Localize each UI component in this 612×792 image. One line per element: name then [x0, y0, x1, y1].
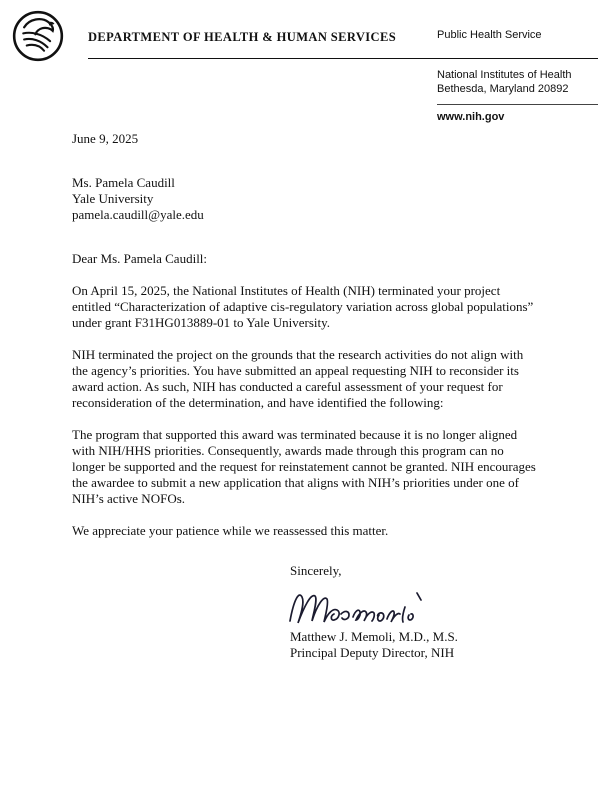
recipient-email: pamela.caudill@yale.edu	[72, 207, 204, 222]
letter-date: June 9, 2025	[72, 131, 139, 146]
department-title: DEPARTMENT OF HEALTH & HUMAN SERVICES	[88, 30, 397, 44]
signer-name: Matthew J. Memoli, M.D., M.S.	[290, 629, 458, 644]
letterhead-rule	[88, 58, 598, 59]
closing-word: Sincerely,	[290, 563, 342, 578]
nih-website: www.nih.gov	[437, 111, 505, 123]
paragraph-thanks: We appreciate your patience while we reassessed this matter.	[72, 523, 389, 538]
paragraph-appeal: NIH terminated the project on the grounds that the research activities do not align with the agency’s priorities. You have submitted an appeal requesting NIH to reconsider its award action. As such, NIH has conducted a careful assessment of your request for reconsideration of the determination, and have identified the following:	[72, 347, 524, 410]
signature-icon	[290, 585, 540, 629]
closing-block	[290, 563, 540, 661]
nih-rule	[437, 104, 598, 105]
paragraph-termination: On April 15, 2025, the National Institutes of Health (NIH) terminated your project entitled “Characterization of adaptive cis-regulatory variation across global populations” under grant F31HG013889-01 to Yale University.	[72, 283, 534, 330]
paragraph-decision: The program that supported this award was terminated because it is no longer aligned with NIH/HHS priorities. Consequently, awards made through this program can no longer be supported and the request for reinstatement cannot be granted. NIH encourages the awardee to submit a new application that aligns with NIH’s priorities under one of NIH’s active NOFOs.	[72, 427, 536, 506]
public-health-service-label: Public Health Service	[437, 29, 542, 41]
letter-body	[72, 131, 540, 661]
hhs-seal-eagle-icon	[12, 10, 64, 62]
nih-address: Bethesda, Maryland 20892	[437, 83, 569, 95]
salutation: Dear Ms. Pamela Caudill:	[72, 251, 208, 266]
recipient-name: Ms. Pamela Caudill	[72, 175, 175, 190]
recipient-block	[72, 175, 540, 223]
signer-title: Principal Deputy Director, NIH	[290, 645, 455, 660]
recipient-organization: Yale University	[72, 191, 154, 206]
nih-organization: National Institutes of Health	[437, 69, 572, 81]
nih-address-block	[437, 68, 598, 124]
